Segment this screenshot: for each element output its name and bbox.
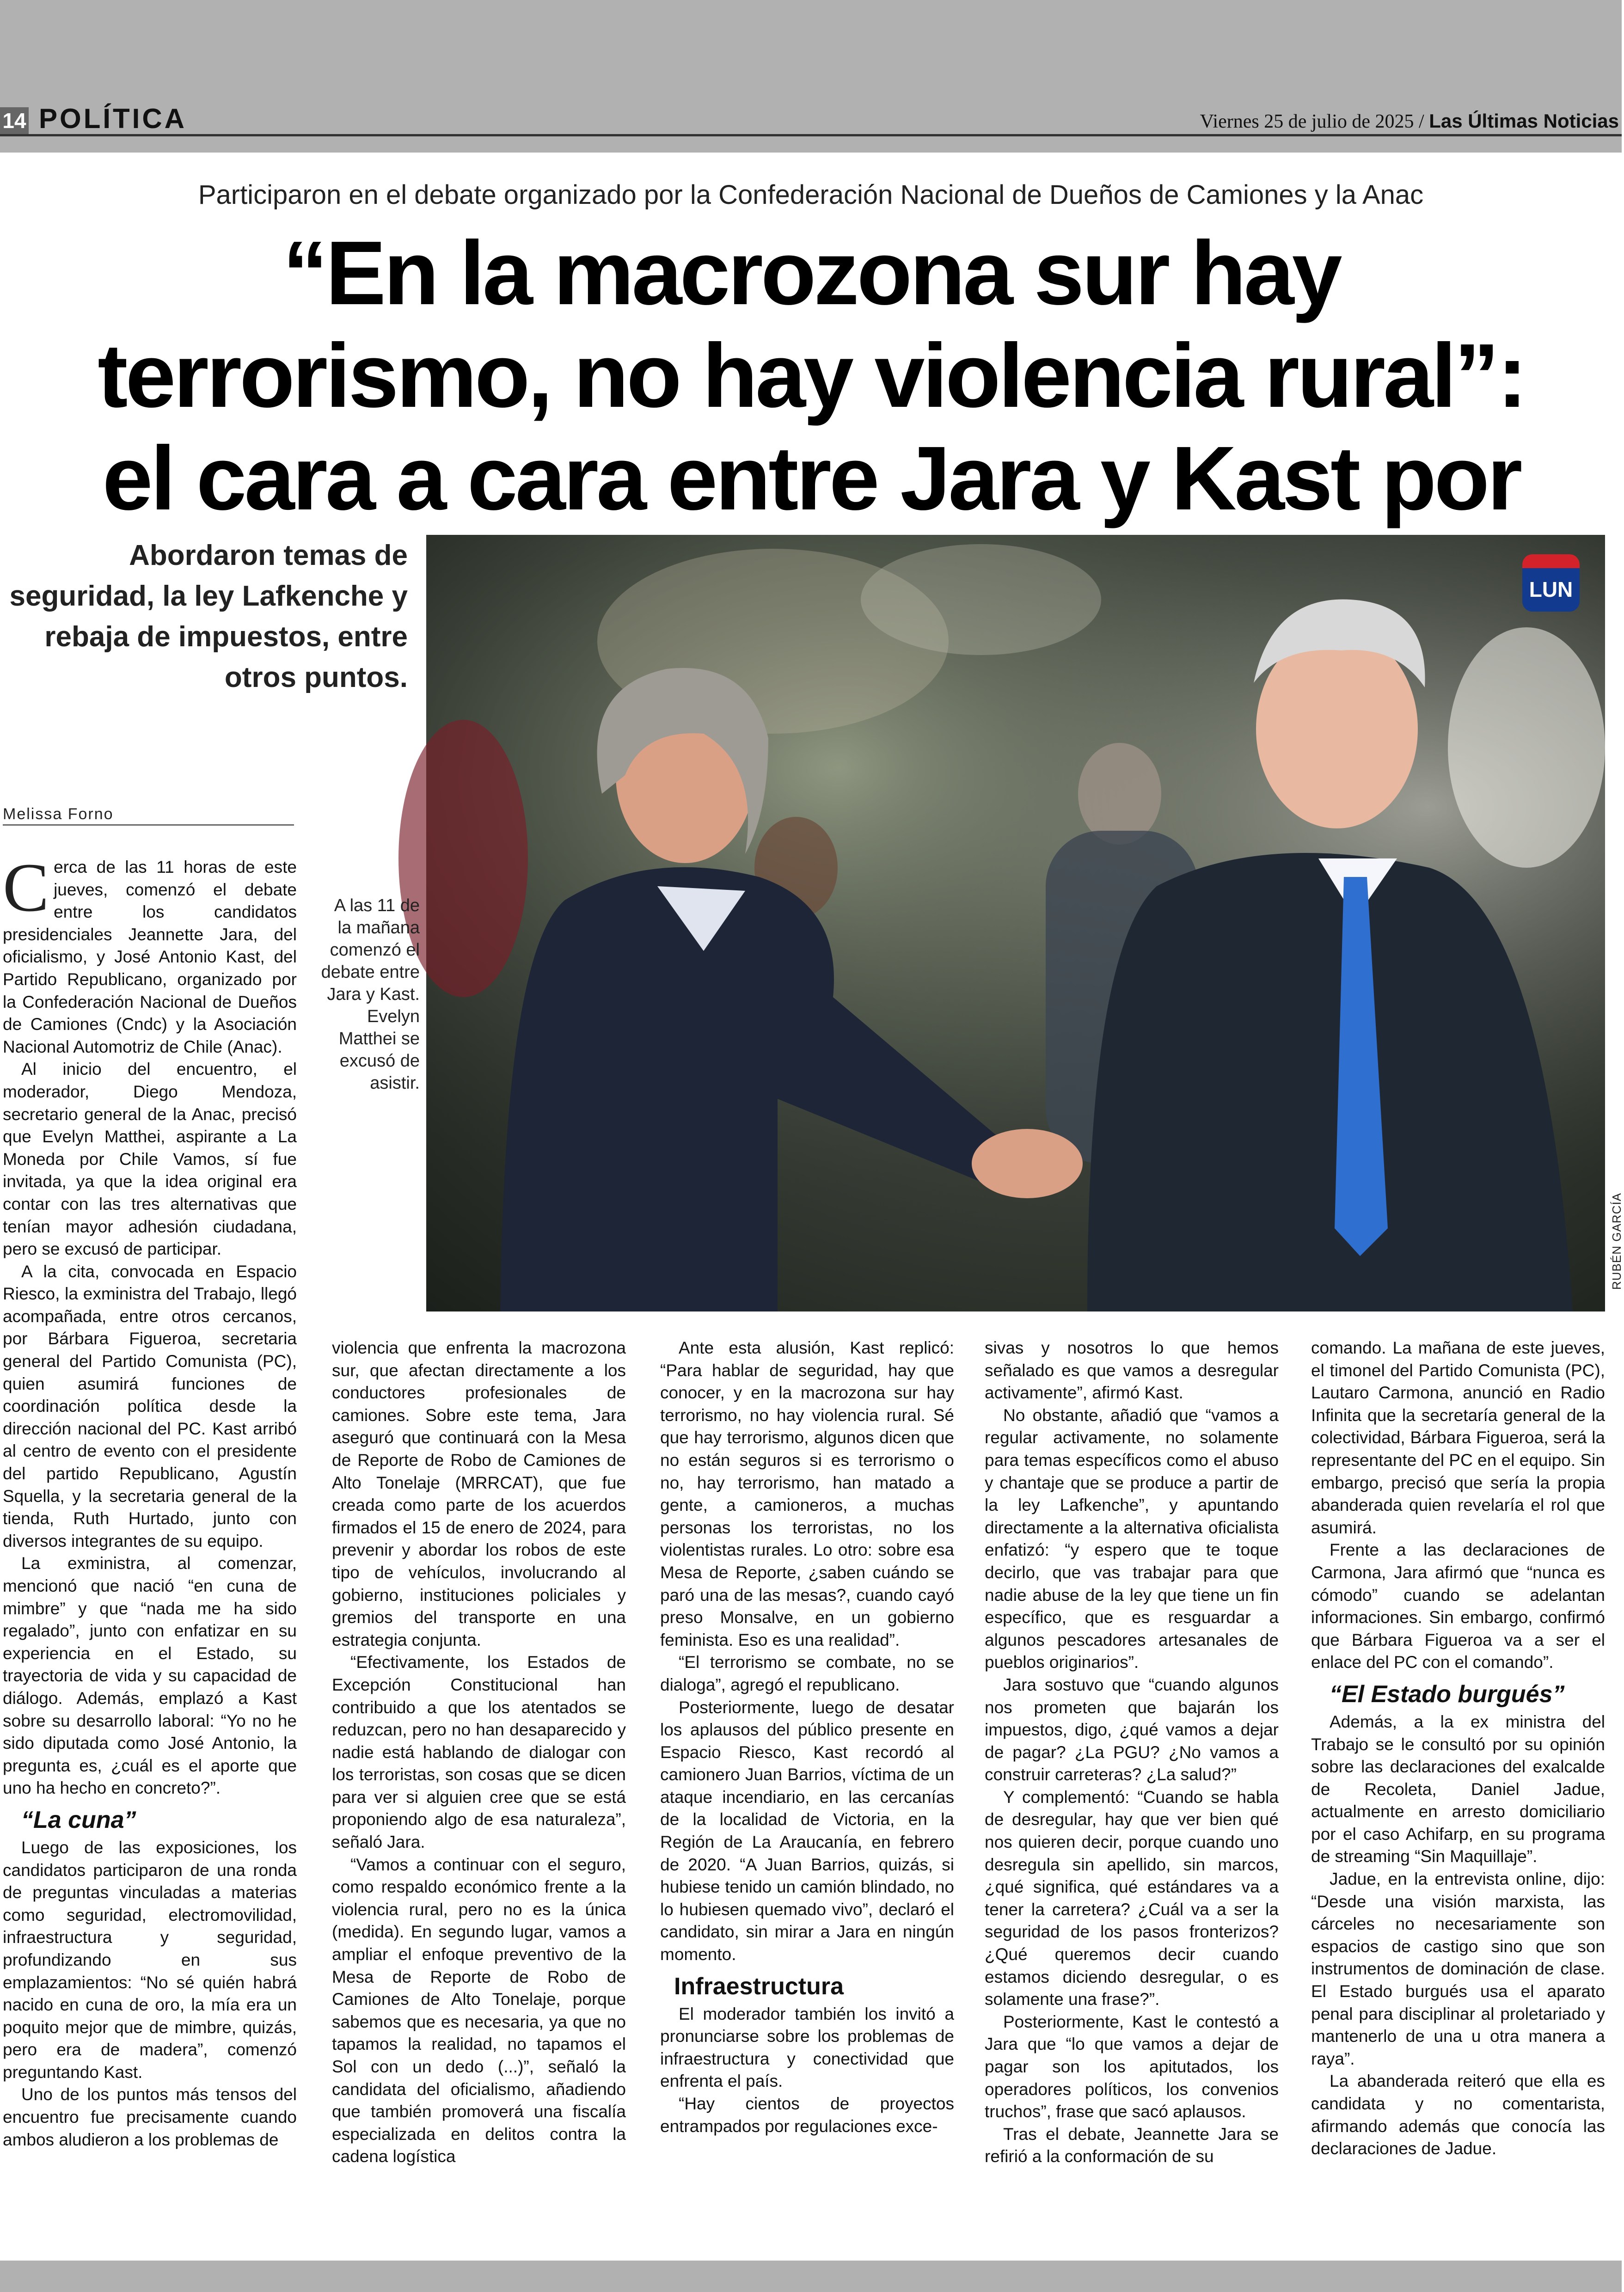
lun-logo: LUN (1522, 554, 1580, 612)
paragraph: Ante esta alusión, Kast replicó: “Para hablar de seguridad, hay que conocer, y en la macrozona sur hay terrorismo, no hay violencia rural. Sé que hay terrorismo, algunos dicen que no están seguros si es terrorismo o no, hay terrorismo, han matado a gente, a camioneros, a muchas personas los terroristas, no los violentistas rurales. Lo otro: sobre esa Mesa de Reporte, ¿saben cuándo se paró una de las mesas?, cuando cayó preso Monsalve, en un gobierno feminista. Eso es una realidad”. (660, 1338, 954, 1649)
section-title: POLÍTICA (39, 103, 187, 134)
article-photo (426, 535, 1605, 1311)
article-deck: Abordaron temas de seguridad, la ley Lafkenche y rebaja de impuestos, entre otros puntos. (9, 539, 408, 693)
subheading: “El Estado burgués” (1330, 1680, 1565, 1708)
column-2 (332, 1337, 626, 2168)
issue-date: Viernes 25 de julio de 2025 (1200, 111, 1414, 132)
paragraph: comando. La mañana de este jueves, el timonel del Partido Comunista (PC), Lautaro Carmona, anunció en Radio Infinita que la secretaría general de la colectividad, Bárbara Figueroa, será la representante del PC en el equipo. Sin embargo, precisó que sería la propia abanderada quien revelaría el rol que asumirá. (1311, 1338, 1605, 1537)
article-kicker: Participaron en el debate organizado por la Confederación Nacional de Dueños de Camiones y la Anac (198, 180, 1424, 210)
column-3 (660, 1337, 954, 2138)
paragraph: Uno de los puntos más tensos del encuentro fue precisamente cuando ambos aludieron a los problemas de (3, 2085, 297, 2149)
column-1 (3, 849, 297, 2151)
paragraph: La exministra, al comenzar, mencionó que nació “en cuna de mimbre” y que “nada me ha sido regalado”, junto con enfatizar en su experiencia en el Estado, su trayectoria de vida y su capacidad de diálogo. Además, emplazó a Kast sobre su desarrollo laboral: “Yo no he sido diputada como José Antonio, la pregunta es, ¿cuál es el aporte que uno ha hecho en concreto?”. (3, 1554, 297, 1798)
paragraph: Jara sostuvo que “cuando algunos nos prometen que bajarán los impuestos, digo, ¿qué vamos a dejar de pagar? ¿La PGU? ¿No vamos a construir carreteras? ¿La salud?” (985, 1675, 1279, 1784)
dateline-separator: / (1414, 111, 1429, 132)
dateline (1200, 110, 1619, 133)
paragraph: “Vamos a continuar con el seguro, como respaldo económico frente a la violencia rural, pero no es la única (medida). En segundo lugar, vamos a ampliar el enfoque preventivo de la Mesa de Reporte de Robo de Camiones de Alto Tonelaje, porque sabemos que es necesaria, ya que no tapamos la realidad, no tapamos el Sol con un dedo (...)”, señaló la candidata del oficialismo, añadiendo que también promoverá una fiscalía especializada en delitos contra la cadena logística (332, 1855, 626, 2166)
paragraph: A la cita, convocada en Espacio Riesco, la exministra del Trabajo, llegó acompañada, entre otros cercanos, por Bárbara Figueroa, secretaria general del Partido Comunista (PC), quien asumirá funciones de coordinación política desde la dirección nacional del PC. Kast arribó al centro de evento con el presidente del partido Republicano, Agustín Squella, y la secretaria general de la tienda, Ruth Hurtado, junto con diversos integrantes de su equipo. (3, 1262, 297, 1550)
page-number: 14 (0, 107, 29, 134)
paragraph: Posteriormente, luego de desatar los aplausos del público presente en Espacio Riesco, Kast recordó al camionero Juan Barrios, víctima de un ataque incendiario, en las cercanías de la localidad de Victoria, en la Región de La Araucanía, en febrero de 2020. “A Juan Barrios, quizás, si hubiese tenido un camión blindado, no lo hubiesen quemado vivo”, declaró el candidato, sin mirar a Jara en ningún momento. (660, 1698, 954, 1964)
footer-band (0, 2261, 1622, 2292)
paragraph: sivas y nosotros lo que hemos señalado es que vamos a desregular activamente”, afirmó Kast. (985, 1338, 1279, 1403)
paragraph: “Efectivamente, los Estados de Excepción Constitucional han contribuido a que los atentados se reduzcan, pero no han desaparecido y nadie está hablando de dialogar con los terroristas, son cosas que se dicen para ver si alguien cree que se está proponiendo algo de esa naturaleza”, señaló Jara. (332, 1653, 626, 1852)
paragraph: “Hay cientos de proyectos entrampados por regulaciones exce- (660, 2094, 954, 2136)
photo-caption: A las 11 de la mañana comenzó el debate entre Jara y Kast. Evelyn Matthei se excusó de asistir. (321, 896, 420, 1093)
subheading: “La cuna” (21, 1806, 136, 1833)
header-rule (0, 134, 1622, 136)
paragraph: Tras el debate, Jeannette Jara se refirió a la conformación de su (985, 2124, 1279, 2166)
paragraph: “El terrorismo se combate, no se dialoga”, agregó el republicano. (660, 1653, 954, 1694)
drop-cap: C (3, 849, 49, 926)
paragraph: Posteriormente, Kast le contestó a Jara que “lo que vamos a dejar de pagar son los apitutados, los operadores políticos, los convenios truchos”, frase que sacó aplausos. (985, 2012, 1279, 2121)
paragraph: Jadue, en la entrevista online, dijo: “Desde una visión marxista, las cárceles no necesariamente son espacios de castigo sino que son instrumentos de dominación de clase. El Estado burgués usa el aparato penal para disciplinar al proletariado y mantenerlo de una u otra manera a raya”. (1311, 1869, 1605, 2068)
photo-credit: RUBÉN GARCÍA (1610, 1193, 1624, 1290)
byline-rule (3, 824, 294, 826)
paragraph: Además, a la ex ministra del Trabajo se le consultó por su opinión sobre las declaraciones del exalcalde de Recoleta, Daniel Jadue, actualmente en arresto domiciliario por el caso Achifarp, en su programa de streaming “Sin Maquillaje”. (1311, 1712, 1605, 1866)
paragraph: Y complementó: “Cuando se habla de desregular, hay que ver bien qué nos quieren decir, porque cuando uno desregula sin apellido, sin marcos, ¿qué significa, qué estándares va a tener la carretera? ¿Cuál va a ser la seguridad de los pasos fronterizos? ¿Qué queremos decir cuando estamos diciendo desregular, o es solamente una frase?”. (985, 1787, 1279, 2009)
column-5 (1311, 1337, 1605, 2160)
paragraph: violencia que enfrenta la macrozona sur, que afectan directamente a los conductores profesionales de camiones. Sobre este tema, Jara aseguró que continuará con la Mesa de Reporte de Robo de Camiones de Alto Tonelaje (MRRCAT), que fue creada como parte de los acuerdos firmados el 15 de enero de 2024, para prevenir y abordar los robos de este tipo de vehículos, involucrando al gobierno, instituciones policiales y gremios del transporte en una estrategia conjunta. (332, 1338, 626, 1649)
paragraph: La abanderada reiteró que ella es candidata y no comentarista, afirmando además que conocía las declaraciones de Jadue. (1311, 2071, 1605, 2158)
paragraph: Al inicio del encuentro, el moderador, Diego Mendoza, secretario general de la Anac, precisó que Evelyn Matthei, aspirante a La Moneda por Chile Vamos, sí fue invitada, ya que la idea original era contar con las tres alternativas que tenían mayor adhesión ciudadana, pero se excusó de participar. (3, 1060, 297, 1259)
paragraph: El moderador también los invitó a pronunciarse sobre los problemas de infraestructura y conectividad que enfrenta el país. (660, 2004, 954, 2091)
paragraph: Luego de las exposiciones, los candidatos participaron de una ronda de preguntas vinculadas a materias como seguridad, electromovilidad, infraestructura y seguridad, profundizando en sus emplazamientos: “No sé quién habrá nacido en cuna de oro, la mía era un poquito mejor que de mimbre, quizás, pero era de madera”, comenzó preguntando Kast. (3, 1838, 297, 2082)
byline: Melissa Forno (3, 805, 114, 823)
publication-name: Las Últimas Noticias (1429, 110, 1619, 132)
paragraph: No obstante, añadió que “vamos a regular activamente, no solamente para temas específicos como el abuso y chantaje que se produce a partir de la ley Lafkenche”, y apuntando directamente a la alternativa oficialista enfatizó: “y espero que te toque decirlo, que vas trabajar para que nadie abuse de la ley que tiene un fin específico, que es resguardar a algunos pescadores artesanales de pueblos originarios”. (985, 1405, 1279, 1672)
subheading: Infraestructura (674, 1973, 844, 2000)
photo-illustration (426, 535, 1605, 1311)
article-headline: “En la macrozona sur hay terrorismo, no hay violencia rural”: el cara a cara entre Jara y Kast por (98, 222, 1525, 529)
paragraph: Frente a las declaraciones de Carmona, Jara afirmó que “nunca es cómodo” cuando se adelantan informaciones. Sin embargo, confirmó que Bárbara Figueroa va a ser el enlace del PC con el comando”. (1311, 1540, 1605, 1672)
column-4 (985, 1337, 1279, 2168)
paragraph: erca de las 11 horas de este jueves, comenzó el debate entre los candidatos presidenciales Jeannette Jara, del oficialismo, y José Antonio Kast, del Partido Republicano, organizado por la Confederación Nacional de Dueños de Camiones (Cndc) y la Asociación Nacional Automotriz de Chile (Anac). (3, 858, 297, 1056)
